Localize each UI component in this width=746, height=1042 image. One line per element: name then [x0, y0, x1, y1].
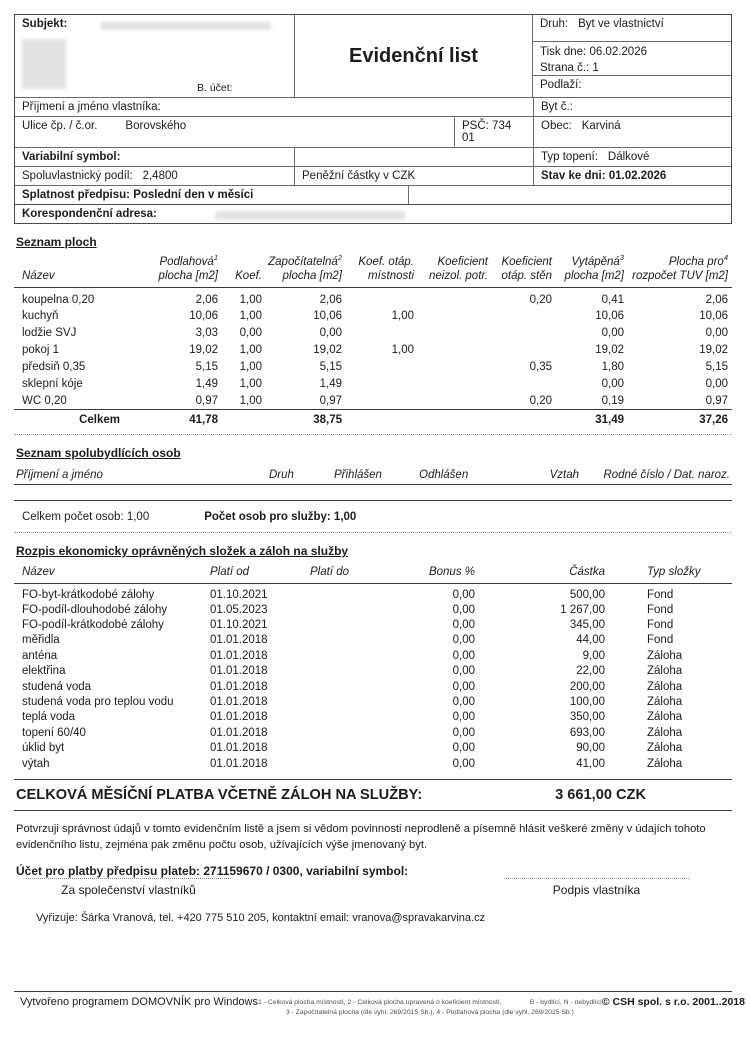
- copyright: © CSH spol. s r.o. 2001..2018: [601, 996, 745, 1008]
- redacted-area: [22, 39, 66, 89]
- areas-row: lodžie SVJ 3,03 0,00 0,00 0,00 0,00: [22, 326, 728, 339]
- heating-type-value: Dálkové: [607, 151, 650, 163]
- col-valid-to: Platí do: [310, 564, 410, 584]
- footnote-areas-1: 1 - Celková plocha místností, 2 - Celková plocha upravená o koeficient místností,: [258, 999, 502, 1006]
- total-band: [14, 779, 732, 811]
- status-date-value: 01.02.2026: [608, 170, 667, 182]
- areas-row: pokoj 1 19,02 1,00 19,02 1,00 19,02 19,02: [22, 343, 728, 356]
- areas-total-row: Celkem 41,78 38,75 31,49 37,26: [14, 409, 732, 429]
- empty-cell: [294, 148, 533, 166]
- payment-account-line: Účet pro platby předpisu plateb: 271159670 / 0300, variabilní symbol:: [16, 864, 409, 879]
- city-value: Karviná: [581, 120, 621, 132]
- flat-number-cell: [533, 98, 731, 116]
- dotted-separator: [14, 434, 732, 435]
- col-person-name: Příjmení a jméno: [16, 468, 103, 481]
- col-person-type: Druh: [269, 468, 294, 481]
- street-label: Ulice čp. / č.or.: [22, 120, 98, 132]
- charge-row: elektřina 01.01.2018 0,00 22,00 Záloha: [22, 665, 683, 678]
- areas-table: [14, 251, 732, 429]
- heating-type-label: Typ topení:: [541, 151, 598, 163]
- page-number-label: Strana č.:: [540, 61, 590, 74]
- areas-row: koupelna 0,20 2,06 1,00 2,06 0,20 0,41 2,06: [22, 294, 728, 307]
- document-header: [14, 14, 732, 224]
- association-signature: [26, 878, 231, 897]
- mailing-address-cell: [15, 205, 164, 223]
- col-relation: Vztah: [549, 468, 579, 481]
- charges-table: [14, 564, 732, 771]
- footnotes: [258, 998, 602, 1018]
- type-value: Byt ve vlastnictví: [578, 18, 664, 30]
- total-persons: Celkem počet osob: 1,00: [22, 510, 150, 523]
- ownership-share-cell: [15, 167, 294, 185]
- floor-label: Podlaží:: [540, 79, 582, 91]
- variable-symbol-cell: [15, 148, 294, 166]
- declaration-text: Potvrzuji správnost údajů v tomto evidenčním listě a jsem si vědom povinnosti neprodleně a písemně hlásit veškeré změny v údajích tohoto evidenčního listu, zejména pak změnu počtu osob, užívajících výše jmenovaný byt.: [16, 823, 706, 851]
- software-credit: Vytvořeno programem DOMOVNÍK pro Windows: [20, 996, 258, 1008]
- owner-signature-caption: Podpis vlastníka: [552, 883, 641, 897]
- type-row: [533, 15, 731, 42]
- zip-label: PSČ:: [462, 120, 489, 132]
- areas-row: kuchyň 10,06 1,00 10,06 1,00 10,06 10,06: [22, 309, 728, 322]
- owner-name-cell: [15, 98, 533, 116]
- charge-row: topení 60/40 01.01.2018 0,00 693,00 Záloha: [22, 726, 683, 739]
- header-right-column: [533, 15, 731, 97]
- col-valid-from: Platí od: [210, 564, 310, 584]
- charge-row: anténa 01.01.2018 0,00 9,00 Záloha: [22, 649, 683, 662]
- empty-cell: [408, 186, 731, 204]
- areas-row: předsiň 0,35 5,15 1,00 5,15 0,35 1,80 5,15: [22, 360, 728, 373]
- col-amount: Částka: [479, 564, 609, 584]
- areas-row: WC 0,20 0,97 1,00 0,97 0,20 0,19 0,97: [22, 394, 728, 407]
- areas-row: sklepní kóje 1,49 1,00 1,49 0,00 0,00: [22, 377, 728, 390]
- type-label: Druh:: [540, 18, 569, 30]
- street-value: Borovského: [125, 120, 187, 132]
- bank-account-label: B. účet:: [197, 82, 233, 94]
- variable-symbol-label: Variabilní symbol:: [22, 151, 121, 163]
- charge-row: FO-podíl-dlouhodobé zálohy 01.05.2023 0,00 1 267,00 Fond: [22, 603, 674, 616]
- ownership-share-label: Spoluvlastnický podíl:: [22, 170, 133, 182]
- persons-for-services: Počet osob pro služby: 1,00: [204, 510, 357, 523]
- col-birth-number: Rodné číslo / Dat. naroz.: [603, 468, 730, 481]
- charge-row: FO-byt-krátkodobé zálohy 01.10.2021 0,00 500,00 Fond: [22, 588, 674, 601]
- currency-note: Peněžní částky v CZK: [302, 170, 416, 182]
- street-cell: [15, 117, 454, 147]
- status-date-cell: [533, 167, 731, 185]
- flat-number-label: Byt č.:: [541, 101, 573, 113]
- occupants-section-title: Seznam spolubydlících osob: [16, 445, 181, 460]
- signature-line-left: [26, 878, 231, 879]
- currency-note-cell: [294, 167, 533, 185]
- floor-row: [533, 76, 731, 97]
- charge-row: úklid byt 01.01.2018 0,00 90,00 Záloha: [22, 742, 683, 755]
- col-name: Název: [22, 269, 55, 282]
- charge-row: studená voda 01.01.2018 0,00 200,00 Záloha: [22, 680, 683, 693]
- handler-contact-line: Vyřizuje: Šárka Vranová, tel. +420 775 510 205, kontaktní email: vranova@spravakarvina.cz: [36, 912, 486, 924]
- city-cell: [533, 117, 731, 147]
- status-date-label: Stav ke dni:: [541, 170, 606, 182]
- col-charge-type: Typ složky: [609, 564, 732, 584]
- due-date-label: Splatnost předpisu:: [22, 189, 130, 201]
- col-charge-name: Název: [14, 564, 210, 584]
- page-footer: [14, 991, 745, 1018]
- redacted-area: [215, 211, 405, 220]
- areas-header-row: Název Podlahová$^1$ plocha [m2] Koef. Započítatelná$^2$ plocha [m2] Koef. otáp. místnosti Koeficient neizol. potr. Koeficient otáp. stěn Vytápěná$^3$ plocha [m2] Plocha pro$^4$ rozpočet TUV [m2]: [14, 251, 732, 288]
- title-cell: [294, 15, 533, 97]
- due-date-cell: [15, 186, 408, 204]
- occupant-counts: [22, 511, 732, 523]
- subject-label: Subjekt:: [22, 18, 68, 30]
- charges-header-row: [14, 564, 732, 584]
- areas-total-label: Celkem: [14, 409, 144, 429]
- charges-section-title: Rozpis ekonomicky oprávněných složek a záloh na služby: [16, 543, 349, 558]
- association-signature-caption: Za společenství vlastníků: [61, 883, 196, 897]
- col-registered: Přihlášen: [334, 468, 382, 481]
- charge-row: teplá voda 01.01.2018 0,00 350,00 Záloha: [22, 711, 683, 724]
- charge-row: studená voda pro teplou vodu 01.01.2018 0,00 100,00 Záloha: [22, 695, 683, 708]
- owner-signature: [504, 878, 689, 897]
- redacted-area: [101, 22, 271, 30]
- print-date-value: 06.02.2026: [589, 46, 647, 58]
- print-date-row: [533, 42, 731, 76]
- due-date-value: Poslední den v měsíci: [133, 189, 254, 201]
- total-label: CELKOVÁ MĚSÍČNÍ PLATBA VČETNĚ ZÁLOH NA SLUŽBY:: [16, 787, 423, 804]
- owner-name-label: Příjmení a jméno vlastníka:: [22, 101, 161, 113]
- mailing-address-label: Korespondenční adresa:: [22, 208, 157, 220]
- page-number-value: 1: [592, 61, 599, 74]
- areas-section-title: Seznam ploch: [16, 235, 97, 249]
- subject-cell: [15, 15, 294, 97]
- dotted-separator: [14, 532, 732, 533]
- rule-line: [14, 500, 732, 501]
- charge-row: FO-podíl-krátkodobé zálohy 01.10.2021 0,00 345,00 Fond: [22, 619, 674, 631]
- col-deregistered: Odhlášen: [419, 468, 469, 481]
- total-value: 3 661,00 CZK: [555, 787, 646, 804]
- signature-line-right: [504, 878, 689, 879]
- charge-row: měřidla 01.01.2018 0,00 44,00 Fond: [22, 634, 674, 647]
- rule-line: [14, 484, 732, 485]
- col-bonus: Bonus %: [410, 564, 479, 584]
- footnote-areas-2: 3 - Započítatelná plocha (dle vyhl. 269/2015 Sb.), 4 - Podlahová plocha (dle vyhl. 269/2015 Sb.): [285, 1009, 574, 1017]
- footnote-occupancy: B - bydlící, N - nebydlící: [529, 999, 602, 1006]
- city-label: Obec:: [541, 120, 572, 132]
- print-date-label: Tisk dne:: [540, 46, 587, 58]
- zip-cell: [454, 117, 533, 147]
- heating-type-cell: [533, 148, 731, 166]
- occupants-header-row: [14, 469, 732, 481]
- zip-value: 734 01: [462, 120, 512, 144]
- charge-row: výtah 01.01.2018 0,00 41,00 Záloha: [22, 757, 683, 770]
- document-title: Evidenční list: [349, 44, 478, 67]
- ownership-share-value: 2,4800: [142, 170, 178, 182]
